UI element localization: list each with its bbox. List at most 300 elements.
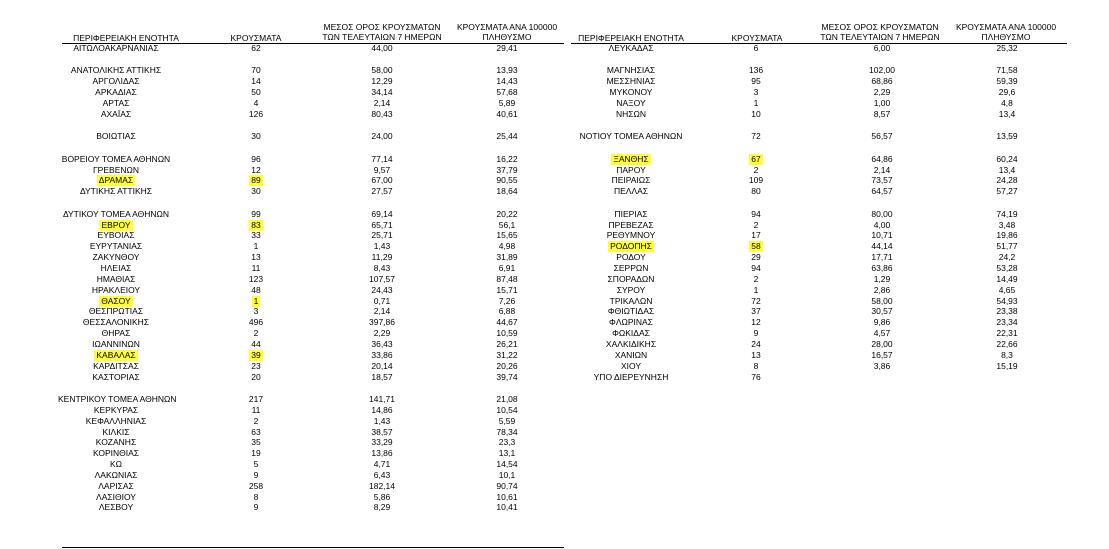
avg-cell-text: 6,43	[373, 469, 391, 480]
region-cell-text: ΧΙΟΥ	[620, 360, 642, 371]
region-cell-text: ΑΡΤΑΣ	[102, 98, 130, 108]
per100k-cell-text: 7,26	[498, 295, 516, 306]
cases-cell-text: 99	[251, 208, 261, 219]
cases-cell	[706, 131, 806, 142]
region-cell-text: ΘΕΣΠΡΩΤΙΑΣ	[88, 306, 144, 317]
per100k-cell-text: 56,1	[498, 219, 516, 230]
avg-cell	[832, 165, 932, 176]
cases-cell	[706, 109, 806, 120]
avg-cell	[832, 154, 932, 165]
avg-cell-text: 63,86	[871, 263, 893, 273]
per100k-cell-text: 23,34	[996, 317, 1018, 328]
region-cell-text: ΗΡΑΚΛΕΙΟΥ	[91, 284, 141, 295]
per100k-cell	[952, 252, 1062, 263]
avg-cell	[832, 43, 932, 54]
per100k-cell-text: 5,89	[498, 98, 516, 108]
cases-cell-text: 76	[751, 371, 761, 382]
region-cell-text: ΜΥΚΟΝΟΥ	[609, 87, 653, 98]
cases-cell-text: 17	[751, 230, 761, 241]
region-cell-text: ΚΩ	[109, 459, 123, 470]
cases-cell	[706, 43, 806, 54]
region-cell-text: ΚΑΡΔΙΤΣΑΣ	[93, 360, 139, 371]
per100k-cell-text: 40,61	[496, 108, 518, 119]
cases-cell-text: 9	[253, 502, 259, 513]
per100k-cell	[952, 186, 1062, 197]
table-row	[0, 87, 1109, 98]
cases-cell-text: 123	[248, 273, 264, 284]
avg-cell-text: 27,57	[371, 186, 393, 197]
per100k-cell	[452, 437, 562, 448]
header-per100k-left	[448, 22, 566, 42]
per100k-cell-text: 25,44	[496, 131, 518, 142]
cases-cell-text: 217	[248, 393, 264, 404]
avg-cell	[332, 437, 432, 448]
cases-cell-text: 2	[753, 219, 759, 230]
cases-cell-text: 70	[251, 65, 261, 76]
header-avg-line2: ΤΩΝ ΤΕΛΕΥΤΑΙΩΝ 7 ΗΜΕΡΩΝ	[322, 32, 442, 42]
per100k-cell-text: 59,39	[996, 76, 1018, 87]
avg-cell	[332, 492, 432, 503]
region-cell-text: ΜΕΣΣΗΝΙΑΣ	[606, 76, 656, 87]
per100k-cell-text: 8,3	[1001, 349, 1013, 360]
per100k-cell-text: 21,08	[496, 393, 518, 404]
per100k-cell	[952, 241, 1062, 252]
per100k-cell-text: 71,58	[996, 65, 1018, 76]
avg-cell-text: 0,71	[373, 295, 391, 306]
avg-cell-text: 2,14	[873, 164, 891, 175]
region-cell-text: ΚΟΖΑΝΗΣ	[95, 437, 137, 448]
per100k-cell-text: 23,3	[498, 437, 516, 448]
cases-cell	[206, 470, 306, 481]
cases-cell-text: 44	[251, 338, 261, 349]
table-row	[0, 427, 1109, 438]
per100k-cell	[952, 165, 1062, 176]
per100k-cell	[452, 481, 562, 492]
cases-cell-text: 8	[253, 491, 259, 502]
region-cell	[571, 65, 691, 76]
region-cell-text: ΠΕΙΡΑΙΩΣ	[611, 175, 651, 186]
region-cell-text: ΕΒΡΟΥ	[101, 219, 131, 230]
region-cell	[571, 372, 691, 383]
cases-cell-text: 1	[253, 295, 259, 306]
region-cell	[56, 470, 176, 481]
per100k-cell-text: 31,89	[496, 252, 518, 263]
cases-cell-text: 95	[751, 76, 761, 87]
region-cell	[571, 274, 691, 285]
cases-cell-text: 62	[251, 43, 261, 53]
per100k-cell-text: 13,93	[496, 65, 518, 76]
region-cell-text: ΘΑΣΟΥ	[101, 295, 131, 306]
per100k-cell-text: 57,27	[996, 186, 1018, 197]
table-row	[0, 296, 1109, 307]
avg-cell-text: 4,57	[873, 328, 891, 339]
region-cell-text: ΣΠΟΡΑΔΩΝ	[607, 273, 655, 284]
cases-cell-text: 258	[248, 480, 264, 491]
avg-cell	[332, 416, 432, 427]
region-cell-text: ΚΑΣΤΟΡΙΑΣ	[92, 371, 140, 382]
per100k-cell-text: 90,74	[496, 480, 518, 491]
region-cell-text: ΒΟΙΩΤΙΑΣ	[96, 131, 136, 142]
per100k-cell	[952, 328, 1062, 339]
table-row	[0, 394, 1109, 405]
cases-cell	[706, 186, 806, 197]
cases-cell-text: 29	[751, 252, 761, 263]
region-cell-text: ΣΥΡΟΥ	[616, 284, 646, 295]
per100k-cell-text: 3,48	[998, 219, 1016, 230]
cases-cell	[706, 372, 806, 383]
per100k-cell-text: 39,74	[496, 371, 518, 382]
table-row	[0, 98, 1109, 109]
cases-cell-text: 126	[248, 108, 264, 119]
per100k-cell	[952, 230, 1062, 241]
avg-cell	[832, 252, 932, 263]
per100k-cell-text: 53,28	[996, 263, 1018, 273]
region-cell	[571, 317, 691, 328]
avg-cell	[832, 175, 932, 186]
avg-cell	[332, 394, 432, 405]
per100k-cell-text: 16,22	[496, 153, 518, 164]
cases-cell-text: 50	[251, 87, 261, 98]
table-row	[0, 405, 1109, 416]
avg-cell-text: 38,57	[371, 426, 393, 437]
cases-cell	[706, 87, 806, 98]
region-cell	[571, 263, 691, 274]
avg-cell-text: 80,00	[871, 208, 893, 219]
table-row	[0, 230, 1109, 241]
region-cell-text: ΠΙΕΡΙΑΣ	[614, 208, 648, 219]
per100k-cell-text: 18,64	[496, 186, 518, 197]
per100k-cell-text: 19,86	[996, 230, 1018, 241]
region-cell-text: ΗΛΕΙΑΣ	[100, 263, 132, 273]
avg-cell-text: 65,71	[371, 219, 393, 230]
table-row	[0, 274, 1109, 285]
cases-cell-text: 35	[251, 437, 261, 448]
region-cell	[56, 502, 176, 513]
per100k-cell-text: 29,6	[998, 87, 1016, 98]
cases-cell-text: 23	[251, 360, 261, 371]
avg-cell	[832, 76, 932, 87]
table-row	[0, 502, 1109, 513]
cases-cell-text: 30	[251, 186, 261, 197]
region-cell-text: ΘΕΣΣΑΛΟΝΙΚΗΣ	[82, 317, 150, 328]
region-cell-text: ΓΡΕΒΕΝΩΝ	[93, 164, 139, 175]
region-cell-text: ΑΡΓΟΛΙΔΑΣ	[92, 76, 140, 87]
per100k-cell-text: 78,34	[496, 426, 518, 437]
avg-cell-text: 2,29	[373, 328, 391, 339]
table-row	[0, 328, 1109, 339]
avg-cell-text: 2,14	[373, 98, 391, 108]
region-cell-text: ΞΑΝΘΗΣ	[613, 153, 649, 164]
per100k-cell	[452, 502, 562, 513]
region-cell-text: ΙΩΑΝΝΙΝΩΝ	[92, 338, 140, 349]
avg-cell-text: 1,43	[373, 415, 391, 426]
region-cell-text: ΧΑΝΙΩΝ	[614, 349, 648, 360]
region-cell-text: ΜΑΓΝΗΣΙΑΣ	[606, 65, 656, 76]
avg-cell	[832, 296, 932, 307]
cases-cell	[706, 361, 806, 372]
per100k-cell	[452, 427, 562, 438]
table-row	[0, 492, 1109, 503]
avg-cell	[832, 65, 932, 76]
avg-cell	[832, 186, 932, 197]
region-cell	[56, 459, 176, 470]
avg-cell-text: 44,00	[371, 43, 393, 53]
avg-cell-text: 182,14	[369, 480, 395, 491]
per100k-cell-text: 31,22	[496, 349, 518, 360]
avg-cell-text: 1,43	[373, 241, 391, 252]
avg-cell-text: 4,71	[373, 459, 391, 470]
region-cell-text: ΚΟΡΙΝΘΙΑΣ	[92, 448, 140, 459]
avg-cell	[832, 209, 932, 220]
per100k-cell	[952, 274, 1062, 285]
per100k-cell	[452, 492, 562, 503]
region-cell-text: ΣΕΡΡΩΝ	[613, 263, 649, 273]
bottom-rule	[62, 547, 564, 548]
cases-cell-text: 109	[748, 175, 764, 186]
region-cell-text: ΠΑΡΟΥ	[616, 164, 646, 175]
cases-cell-text: 2	[753, 164, 759, 175]
region-cell-text: ΛΑΡΙΣΑΣ	[98, 480, 134, 491]
avg-cell-text: 73,57	[871, 175, 893, 186]
table-row	[0, 220, 1109, 231]
avg-cell-text: 17,71	[871, 252, 893, 263]
table-row	[0, 459, 1109, 470]
per100k-cell	[952, 317, 1062, 328]
avg-cell	[832, 372, 932, 383]
region-cell	[571, 350, 691, 361]
region-cell-text: ΛΕΥΚΑΔΑΣ	[608, 43, 654, 53]
per100k-cell-text: 23,38	[996, 306, 1018, 317]
cases-cell	[206, 416, 306, 427]
avg-cell-text: 11,29	[371, 252, 393, 263]
table-row	[0, 317, 1109, 328]
per100k-cell	[952, 220, 1062, 231]
cases-cell-text: 96	[251, 153, 261, 164]
avg-cell-text: 33,29	[371, 437, 393, 448]
region-cell	[571, 76, 691, 87]
header-per100k-line1: ΚΡΟΥΣΜΑΤΑ ΑΝΑ 100000	[456, 22, 558, 32]
cases-cell	[706, 154, 806, 165]
cases-cell	[206, 437, 306, 448]
per100k-cell-text: 22,31	[996, 328, 1018, 339]
region-cell-text: ΚΑΒΑΛΑΣ	[96, 349, 136, 360]
header-avg-line1: ΜΕΣΟΣ ΟΡΟΣ ΚΡΟΥΣΜΑΤΩΝ	[323, 22, 441, 32]
cases-cell-text: 58	[751, 241, 761, 252]
per100k-cell-text: 26,21	[496, 338, 518, 349]
cases-cell-text: 13	[251, 252, 261, 263]
region-cell	[571, 339, 691, 350]
cases-cell-text: 13	[751, 349, 761, 360]
cases-cell	[706, 98, 806, 109]
avg-cell-text: 141,71	[369, 393, 395, 404]
per100k-cell-text: 14,49	[996, 273, 1018, 284]
avg-cell-text: 64,86	[871, 153, 893, 164]
header-cases-right: ΚΡΟΥΣΜΑΤΑ	[731, 33, 783, 43]
avg-cell-text: 56,57	[871, 131, 893, 142]
avg-cell-text: 9,86	[873, 317, 891, 328]
header-region-right: ΠΕΡΙΦΕΡΕΙΑΚΗ ΕΝΟΤΗΤΑ	[578, 33, 684, 43]
per100k-cell	[952, 131, 1062, 142]
per100k-cell	[452, 405, 562, 416]
region-cell-text: ΡΟΔΟΥ	[616, 252, 646, 263]
cases-cell-text: 2	[253, 415, 259, 426]
per100k-cell-text: 5,59	[498, 415, 516, 426]
avg-cell-text: 9,57	[373, 164, 391, 175]
per100k-cell-text: 74,19	[996, 208, 1018, 219]
table-row	[0, 285, 1109, 296]
avg-cell-text: 30,57	[871, 306, 893, 317]
avg-cell-text: 68,86	[871, 76, 893, 87]
cases-cell	[706, 296, 806, 307]
avg-cell	[832, 220, 932, 231]
region-cell-text: ΝΗΣΩΝ	[615, 108, 647, 119]
per100k-cell-text: 13,4	[998, 164, 1016, 175]
avg-cell	[832, 131, 932, 142]
cases-cell-text: 94	[751, 263, 761, 273]
per100k-cell-text: 25,32	[996, 43, 1018, 53]
region-cell-text: ΥΠΟ ΔΙΕΡΕΥΝΗΣΗ	[593, 371, 669, 382]
region-cell	[571, 131, 691, 142]
table-row	[0, 154, 1109, 165]
avg-cell-text: 102,00	[869, 65, 895, 76]
avg-cell-text: 33,86	[371, 349, 393, 360]
region-cell-text: ΛΕΣΒΟΥ	[98, 502, 134, 513]
cases-cell-text: 30	[251, 131, 261, 142]
avg-cell-text: 20,14	[371, 360, 393, 371]
per100k-cell-text: 20,26	[496, 360, 518, 371]
per100k-cell	[952, 285, 1062, 296]
region-cell-text: ΔΥΤΙΚΟΥ ΤΟΜΕΑ ΑΘΗΝΩΝ	[62, 208, 170, 219]
per100k-cell-text: 10,61	[496, 491, 518, 502]
region-cell	[56, 448, 176, 459]
avg-cell	[832, 328, 932, 339]
cases-cell	[706, 285, 806, 296]
table-row	[0, 339, 1109, 350]
region-cell-text: ΚΕΝΤΡΙΚΟΥ ΤΟΜΕΑ ΑΘΗΝΩΝ	[58, 393, 177, 404]
region-cell-text: ΦΘΙΩΤΙΔΑΣ	[607, 306, 655, 317]
avg-cell-text: 16,57	[871, 349, 893, 360]
table-row	[0, 252, 1109, 263]
header-avg-line1: ΜΕΣΟΣ ΟΡΟΣ ΚΡΟΥΣΜΑΤΩΝ	[821, 22, 939, 32]
avg-cell	[832, 263, 932, 274]
per100k-cell-text: 51,77	[996, 241, 1018, 252]
avg-cell-text: 397,86	[369, 317, 395, 328]
cases-cell-text: 37	[751, 306, 761, 317]
cases-cell	[706, 165, 806, 176]
cases-cell	[706, 306, 806, 317]
region-cell-text: ΔΥΤΙΚΗΣ ΑΤΤΙΚΗΣ	[79, 186, 153, 197]
cases-cell-text: 10	[751, 108, 761, 119]
region-cell-text: ΦΛΩΡΙΝΑΣ	[609, 317, 653, 328]
per100k-cell-text: 10,1	[498, 469, 516, 480]
avg-cell	[332, 502, 432, 513]
region-cell	[571, 209, 691, 220]
avg-cell-text: 34,14	[371, 87, 393, 98]
avg-cell-text: 5,86	[373, 491, 391, 502]
header-cases-left: ΚΡΟΥΣΜΑΤΑ	[230, 33, 282, 43]
per100k-cell	[452, 470, 562, 481]
cases-cell	[706, 220, 806, 231]
table-row	[0, 263, 1109, 274]
region-cell-text: ΛΑΣΙΘΙΟΥ	[96, 491, 136, 502]
region-cell-text: ΑΧΑΪΑΣ	[100, 108, 132, 119]
per100k-cell-text: 60,24	[996, 153, 1018, 164]
avg-cell-text: 67,00	[371, 175, 393, 186]
per100k-cell	[452, 459, 562, 470]
region-cell	[571, 306, 691, 317]
table-row	[0, 448, 1109, 459]
region-cell	[56, 492, 176, 503]
region-cell	[56, 427, 176, 438]
per100k-cell	[952, 43, 1062, 54]
region-cell-text: ΡΟΔΟΠΗΣ	[610, 241, 652, 252]
cases-cell-text: 83	[251, 219, 261, 230]
avg-cell-text: 8,29	[373, 502, 391, 513]
per100k-cell-text: 10,59	[496, 328, 518, 339]
cases-cell	[706, 317, 806, 328]
table-row	[0, 175, 1109, 186]
per100k-cell	[952, 76, 1062, 87]
table-row	[0, 372, 1109, 383]
region-cell-text: ΑΝΑΤΟΛΙΚΗΣ ΑΤΤΙΚΗΣ	[70, 65, 162, 76]
cases-cell	[706, 328, 806, 339]
avg-cell-text: 10,71	[871, 230, 893, 241]
header-per100k-line2: ΠΛΗΘΥΣΜΟ	[981, 32, 1031, 42]
cases-cell-text: 3	[753, 87, 759, 98]
cases-cell-text: 24	[751, 338, 761, 349]
cases-cell-text: 12	[251, 164, 261, 175]
avg-cell	[832, 241, 932, 252]
region-cell	[571, 175, 691, 186]
cases-cell-text: 5	[253, 459, 259, 470]
avg-cell	[832, 361, 932, 372]
per100k-cell	[952, 306, 1062, 317]
avg-cell-text: 8,43	[373, 263, 391, 273]
cases-cell-text: 11	[251, 263, 261, 273]
header-avg-right	[816, 22, 944, 42]
per100k-cell-text: 13,4	[998, 108, 1016, 119]
cases-cell-text: 94	[751, 208, 761, 219]
cases-cell-text: 89	[251, 175, 261, 186]
header-region-left: ΠΕΡΙΦΕΡΕΙΑΚΗ ΕΝΟΤΗΤΑ	[73, 33, 179, 43]
per100k-cell-text: 10,41	[496, 502, 518, 513]
avg-cell-text: 2,14	[373, 306, 391, 317]
per100k-cell	[952, 175, 1062, 186]
table-row	[0, 481, 1109, 492]
header-avg-line2: ΤΩΝ ΤΕΛΕΥΤΑΙΩΝ 7 ΗΜΕΡΩΝ	[820, 32, 940, 42]
avg-cell-text: 69,14	[371, 208, 393, 219]
region-cell	[571, 252, 691, 263]
avg-cell-text: 18,57	[371, 371, 393, 382]
cases-cell-text: 14	[251, 76, 261, 87]
per100k-cell-text: 14,54	[496, 459, 518, 470]
avg-cell	[332, 481, 432, 492]
avg-cell-text: 25,71	[371, 230, 393, 241]
region-cell	[56, 481, 176, 492]
cases-cell	[706, 350, 806, 361]
avg-cell-text: 24,43	[371, 284, 393, 295]
table-row	[0, 131, 1109, 142]
avg-cell-text: 8,57	[873, 108, 891, 119]
table-row	[0, 470, 1109, 481]
per100k-cell	[952, 372, 1062, 383]
per100k-cell-text: 57,68	[496, 87, 518, 98]
avg-cell	[832, 109, 932, 120]
region-cell-text: ΑΡΚΑΔΙΑΣ	[95, 87, 137, 98]
per100k-cell-text: 90,55	[496, 175, 518, 186]
per100k-cell	[952, 339, 1062, 350]
cases-cell-text: 9	[753, 328, 759, 339]
